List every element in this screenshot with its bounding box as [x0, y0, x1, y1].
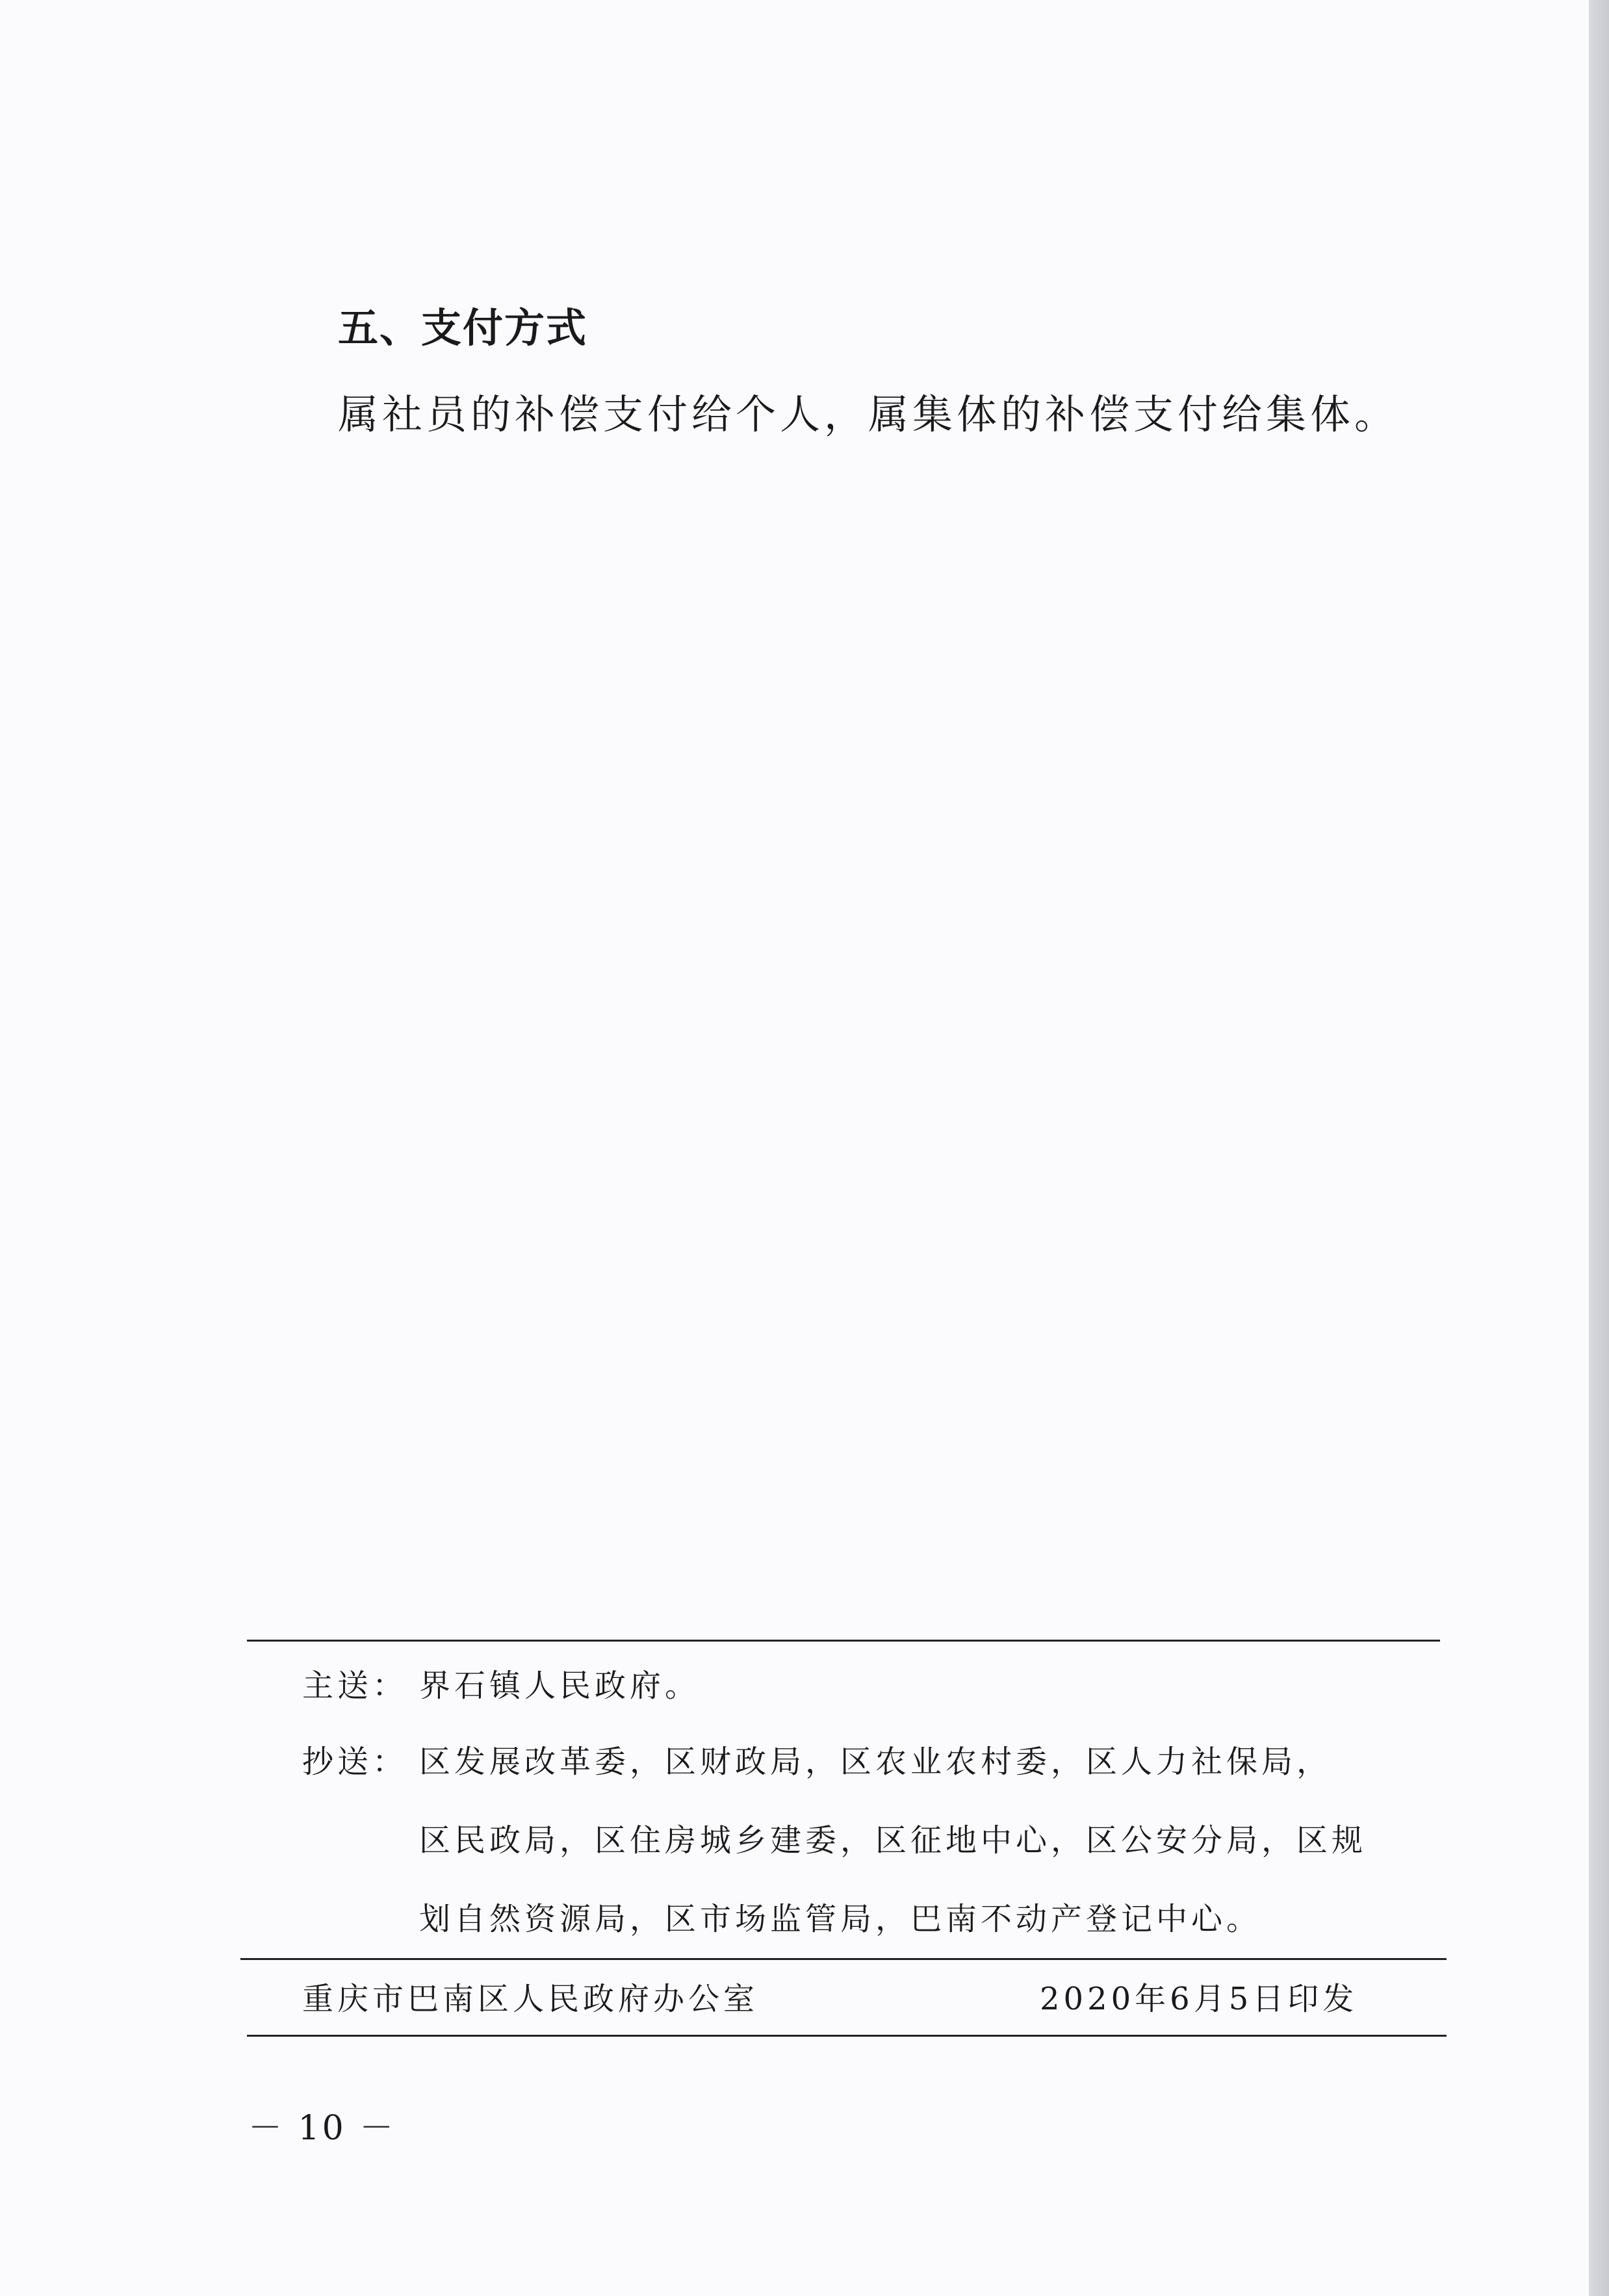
page-number: － 10 － — [248, 2109, 396, 2148]
divider-top — [247, 1640, 1440, 1642]
divider-middle — [240, 1958, 1447, 1960]
divider-bottom — [247, 2035, 1447, 2037]
cc-label: 抄送： — [302, 1744, 408, 1780]
page-edge-shadow — [1589, 0, 1609, 2296]
section-heading: 五、支付方式 — [338, 304, 588, 352]
cc-line: 区发展改革委，区财政局，区农业农村委，区人力社保局， — [419, 1744, 1332, 1780]
issue-date: 2020年6月5日印发 — [1040, 1981, 1358, 2017]
main-recipient-value: 界石镇人民政府。 — [419, 1668, 701, 1704]
cc-line: 划自然资源局，区市场监管局，巴南不动产登记中心。 — [419, 1901, 1262, 1937]
issuer-office: 重庆市巴南区人民政府办公室 — [302, 1981, 759, 2017]
main-recipient-label: 主送： — [302, 1668, 408, 1704]
cc-line: 区民政局，区住房城乡建委，区征地中心，区公安分局，区规 — [419, 1822, 1367, 1859]
body-paragraph: 属社员的补偿支付给个人，属集体的补偿支付给集体。 — [338, 391, 1399, 438]
